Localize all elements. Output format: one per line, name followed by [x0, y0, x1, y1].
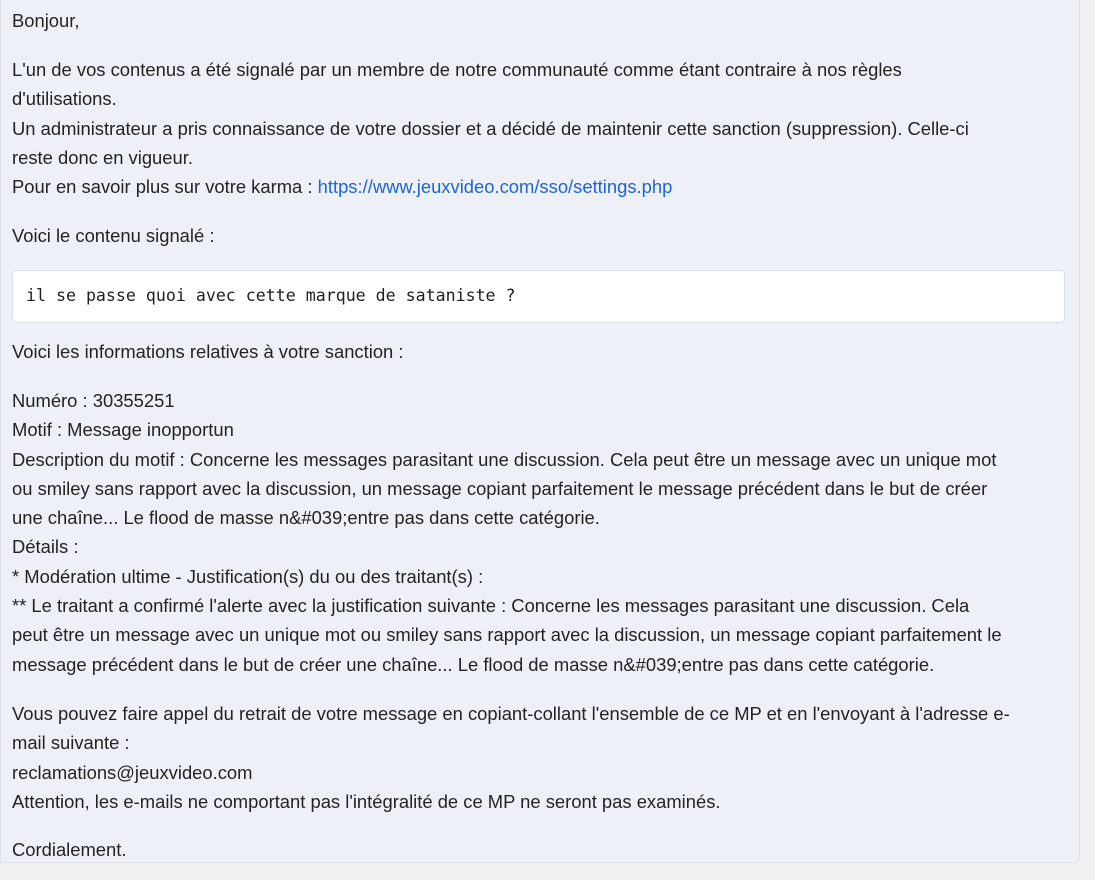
- greeting-text: Bonjour,: [12, 10, 80, 31]
- intro-line-2: d'utilisations.: [12, 88, 117, 110]
- karma-line: [12, 172, 969, 201]
- justification-line-1: ** Le traitant a confirmé l'alerte avec la justification suivante : Concerne les messages parasitant une discussion. Cela: [12, 595, 970, 617]
- justification-line-3: message précédent dans le but de créer une chaîne... Le flood de masse n&#039;entre pas dans cette catégorie.: [12, 653, 935, 675]
- karma-prefix: Pour en savoir plus sur votre karma :: [12, 176, 318, 198]
- description-line-3: une chaîne... Le flood de masse n&#039;entre pas dans cette catégorie.: [12, 507, 600, 529]
- closing-text: Cordialement.: [12, 839, 127, 860]
- appeal-line-1: Vous pouvez faire appel du retrait de votre message en copiant-collant l'ensemble de ce MP et en l'envoyant à l'adresse e-: [12, 703, 1010, 724]
- reported-label: Voici le contenu signalé :: [12, 225, 215, 246]
- closing-paragraph: [12, 835, 126, 864]
- appeal-line-2: mail suivante :: [12, 732, 130, 754]
- greeting: [12, 6, 79, 35]
- intro-paragraph: [12, 55, 969, 201]
- sanction-motif: Motif : Message inopportun: [12, 419, 234, 441]
- appeal-paragraph: [12, 699, 1010, 816]
- intro-line-4: reste donc en vigueur.: [12, 146, 193, 168]
- moderation-line: * Modération ultime - Justification(s) du ou des traitant(s) :: [12, 565, 484, 587]
- description-line-2: ou smiley sans rapport avec la discussion, un message copiant parfaitement le message précédent dans le but de créer: [12, 477, 988, 499]
- sanction-intro: Voici les informations relatives à votre sanction :: [12, 341, 404, 362]
- reported-content-text: il se passe quoi avec cette marque de sataniste ?: [26, 286, 516, 305]
- justification-line-2: peut être un message avec un unique mot ou smiley sans rapport avec la discussion, un message copiant parfaitement le: [12, 624, 1002, 646]
- reported-label-paragraph: [12, 221, 214, 250]
- karma-settings-link[interactable]: https://www.jeuxvideo.com/sso/settings.php: [317, 176, 673, 198]
- reported-content-box: [12, 270, 1065, 323]
- intro-line-3: Un administrateur a pris connaissance de votre dossier et a décidé de maintenir cette sanction (suppression). Celle-ci: [12, 117, 969, 139]
- intro-line-1: L'un de vos contenus a été signalé par un membre de notre communauté comme étant contraire à nos règles: [12, 59, 902, 80]
- description-line-1: Description du motif : Concerne les messages parasitant une discussion. Cela peut être un message avec un unique mot: [12, 448, 997, 470]
- sanction-intro-paragraph: [12, 337, 404, 366]
- appeal-email: reclamations@jeuxvideo.com: [12, 761, 253, 783]
- sanction-details: [12, 386, 1002, 679]
- details-label: Détails :: [12, 536, 79, 558]
- appeal-warning: Attention, les e-mails ne comportant pas l'intégralité de ce MP ne seront pas examinés.: [12, 790, 721, 812]
- sanction-number: Numéro : 30355251: [12, 390, 175, 411]
